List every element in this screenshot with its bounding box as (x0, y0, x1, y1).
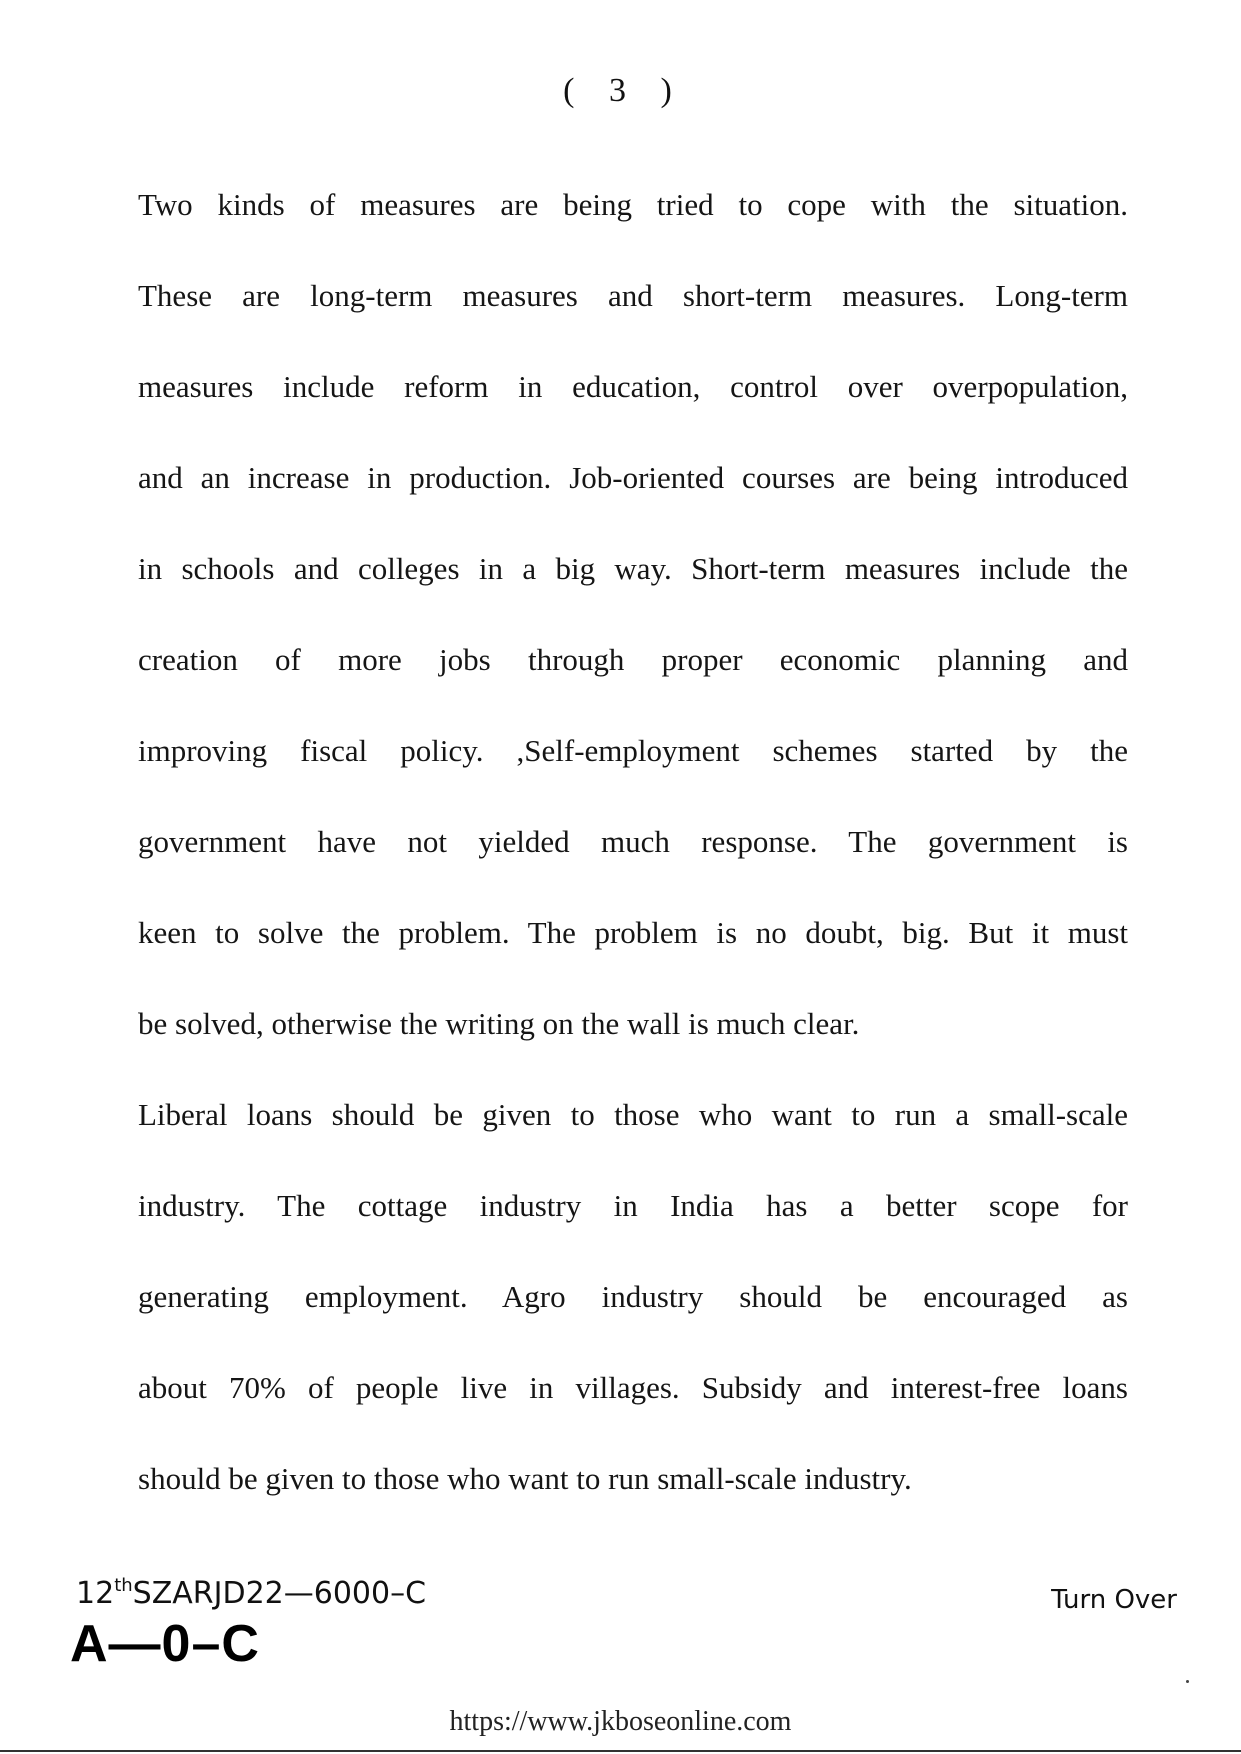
bottom-rule (0, 1750, 1241, 1752)
page-number-value: 3 (609, 72, 632, 109)
paragraph-line: industry. The cottage industry in India has a better scope for (138, 1188, 1128, 1223)
paragraph-line: These are long-term measures and short-term measures. Long-term (138, 278, 1128, 313)
close-paren: ) (660, 72, 678, 109)
paragraph-line: creation of more jobs through proper economic planning and (138, 642, 1128, 677)
paragraph-measures (138, 180, 1128, 1090)
paragraph-line: government have not yielded much response. The government is (138, 824, 1128, 859)
paragraph-line: Two kinds of measures are being tried to cope with the situation. (138, 187, 1128, 222)
paragraph-line: in schools and colleges in a big way. Short-term measures include the (138, 551, 1128, 586)
paper-code-rest: SZARJD22—6000–C (132, 1576, 427, 1611)
paper-code (76, 1575, 426, 1611)
paragraph-line: improving fiscal policy. ,Self-employment schemes started by the (138, 733, 1128, 768)
turn-over-label: Turn Over (1051, 1585, 1177, 1615)
scan-speck (1186, 1680, 1189, 1683)
series-code: A—0–C (70, 1615, 260, 1673)
page-number (0, 72, 1241, 110)
paragraph-line: about 70% of people live in villages. Subsidy and interest-free loans (138, 1370, 1128, 1405)
open-paren: ( (563, 72, 581, 109)
paper-code-prefix: 12 (76, 1576, 115, 1611)
paper-code-superscript: th (114, 1575, 133, 1596)
paragraph-line: generating employment. Agro industry should be encouraged as (138, 1279, 1128, 1314)
paragraph-line: Liberal loans should be given to those who want to run a small-scale (138, 1097, 1128, 1132)
paragraph-line: and an increase in production. Job-oriented courses are being introduced (138, 460, 1128, 495)
paragraph-line: keen to solve the problem. The problem is no doubt, big. But it must (138, 915, 1128, 950)
paragraph-loans (138, 1090, 1128, 1545)
paragraph-line: be solved, otherwise the writing on the wall is much clear. (138, 1006, 860, 1041)
paragraph-line: measures include reform in education, control over overpopulation, (138, 369, 1128, 404)
paragraph-line: should be given to those who want to run small-scale industry. (138, 1461, 912, 1496)
source-url: https://www.jkboseonline.com (449, 1706, 792, 1737)
